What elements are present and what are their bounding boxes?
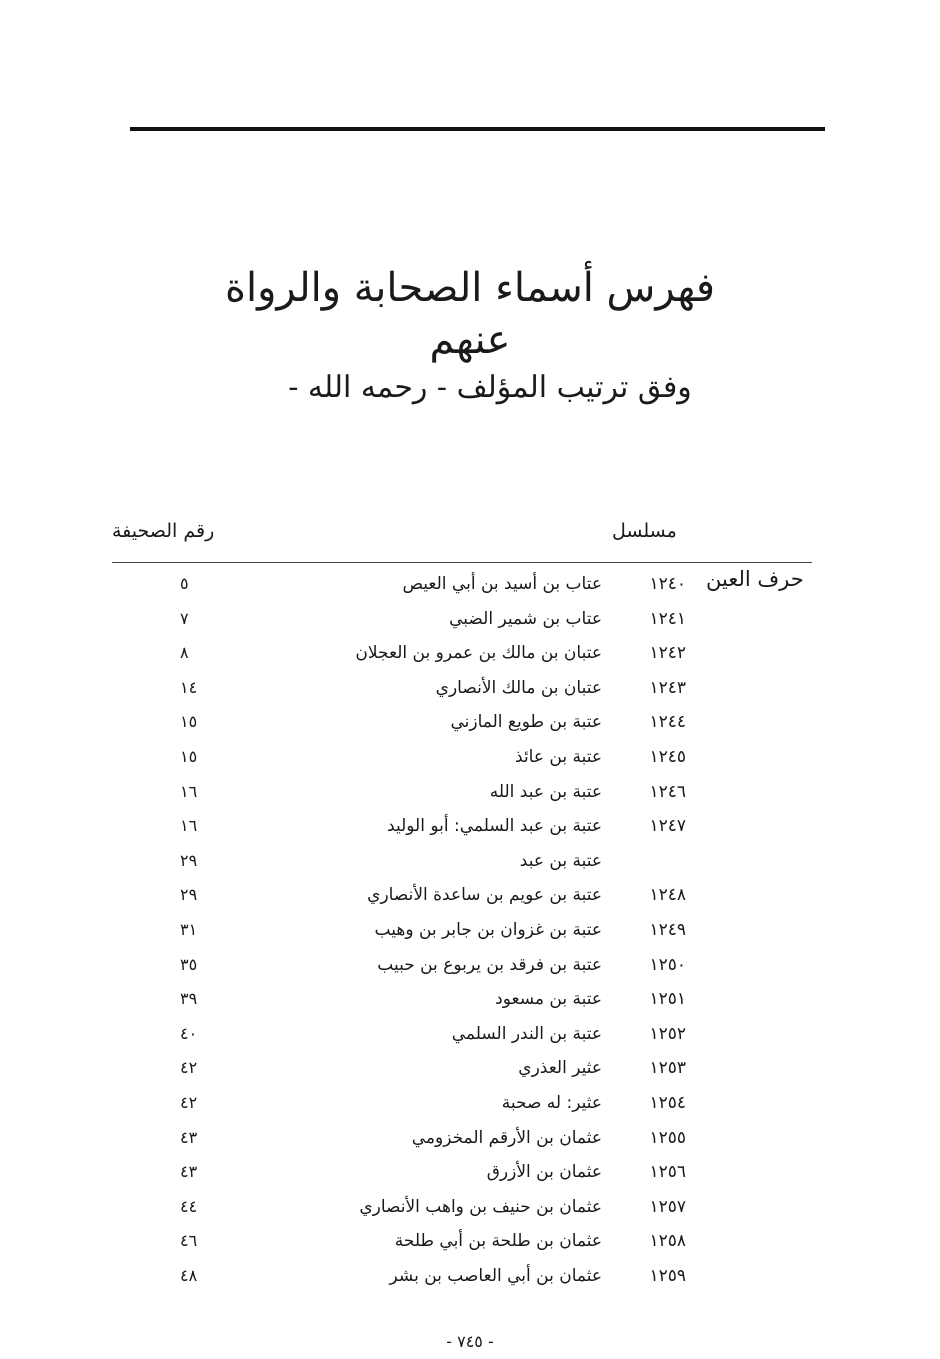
list-item — [0, 812, 940, 847]
serial-number: ١٢٥٠ — [649, 954, 686, 975]
list-item — [0, 605, 940, 640]
narrator-name: عتبان بن مالك الأنصاري — [435, 677, 602, 698]
serial-number: ١٢٥٤ — [649, 1092, 686, 1113]
page-reference: ٤٨ — [180, 1265, 198, 1285]
page-reference: ١٦ — [180, 816, 198, 836]
serial-number: ١٢٥١ — [649, 989, 686, 1010]
narrator-name: عتبة بن مسعود — [495, 989, 602, 1010]
list-item — [0, 1054, 940, 1089]
serial-number: ١٢٤٠ — [649, 574, 686, 594]
narrator-name: عتبة بن الندر السلمي — [451, 1023, 602, 1044]
narrator-name: عتبة بن عبد — [519, 850, 602, 871]
page-reference: ٣٩ — [180, 989, 198, 1009]
serial-number: ١٢٤٨ — [649, 885, 686, 906]
serial-number: ١٢٤٤ — [649, 712, 686, 733]
list-item — [0, 778, 940, 813]
page-reference: ٤٣ — [180, 1127, 198, 1147]
narrator-name: عتبة بن عبد الله — [489, 781, 602, 802]
narrator-name: عتبة بن عبد السلمي: أبو الوليد — [387, 816, 602, 837]
narrator-name: عثير العذري — [518, 1058, 602, 1079]
index-subtitle: وفق ترتيب المؤلف - رحمه الله - — [288, 370, 692, 405]
list-item — [0, 570, 940, 605]
page-number: - ٧٤٥ - — [446, 1332, 494, 1351]
page-reference: ٤٢ — [180, 1058, 198, 1078]
serial-number: ١٢٥٢ — [649, 1023, 686, 1044]
narrator-name: عثمان بن حنيف بن واهب الأنصاري — [359, 1196, 602, 1217]
index-title: فهرس أسماء الصحابة والرواة عنهم — [225, 265, 715, 363]
narrator-name: عثمان بن أبي العاصب بن بشر — [389, 1265, 602, 1286]
narrator-name: عثمان بن الأزرق — [486, 1162, 602, 1183]
page-reference: ٥ — [180, 574, 189, 593]
narrator-name: عثير: له صحبة — [501, 1092, 602, 1113]
page-reference: ٤٤ — [180, 1196, 198, 1216]
page-reference: ١٦ — [180, 781, 198, 801]
serial-number: ١٢٥٩ — [649, 1265, 686, 1286]
page-column-header: رقم الصحيفة — [112, 520, 215, 542]
serial-number: ١٢٥٨ — [649, 1231, 686, 1252]
list-item — [0, 1089, 940, 1124]
list-item — [0, 916, 940, 951]
list-item — [0, 639, 940, 674]
narrator-name: عتاب بن أسيد بن أبي العيص — [402, 574, 602, 594]
narrator-name: عتبان بن مالك بن عمرو بن العجلان — [355, 643, 602, 664]
serial-number: ١٢٥٣ — [649, 1058, 686, 1079]
list-item — [0, 1262, 940, 1297]
page-reference: ٢٩ — [180, 885, 198, 905]
serial-number: ١٢٤٥ — [649, 746, 686, 767]
narrator-name: عتبة بن غزوان بن جابر بن وهيب — [374, 919, 602, 940]
page-reference: ١٥ — [180, 712, 198, 732]
list-item — [0, 1124, 940, 1159]
list-item — [0, 985, 940, 1020]
section-label: حرف العين — [706, 567, 804, 591]
narrator-name: عتبة بن عائذ — [515, 746, 602, 767]
page-reference: ٤٠ — [180, 1023, 198, 1043]
page-reference: ٧ — [180, 608, 189, 628]
index-list — [0, 570, 940, 1296]
serial-number: ١٢٤٧ — [649, 816, 686, 837]
narrator-name: عثمان بن الأرقم المخزومي — [411, 1127, 602, 1148]
serial-number: ١٢٤٢ — [649, 643, 686, 664]
title-block — [200, 262, 740, 410]
serial-number: ١٢٤١ — [649, 608, 686, 629]
list-item — [0, 743, 940, 778]
list-item — [0, 708, 940, 743]
page-reference: ٤٢ — [180, 1092, 198, 1112]
narrator-name: عتبة بن فرقد بن يربوع بن حبيب — [377, 954, 602, 975]
list-item — [0, 1020, 940, 1055]
narrator-name: عتاب بن شمير الضبي — [449, 608, 602, 629]
page-reference: ٤٦ — [180, 1231, 198, 1251]
page-reference: ١٤ — [180, 677, 198, 697]
page-reference: ٣١ — [180, 919, 198, 939]
list-item — [0, 847, 940, 882]
narrator-name: عتبة بن عويم بن ساعدة الأنصاري — [367, 885, 602, 906]
serial-number: ١٢٤٦ — [649, 781, 686, 802]
page-reference: ٨ — [180, 643, 189, 663]
list-item — [0, 951, 940, 986]
serial-number: ١٢٥٦ — [649, 1162, 686, 1183]
serial-number: ١٢٤٩ — [649, 919, 686, 940]
narrator-name: عتبة بن طويع المازني — [450, 712, 602, 733]
list-item — [0, 1158, 940, 1193]
top-rule — [130, 127, 825, 131]
list-item — [0, 1193, 940, 1228]
serial-number: ١٢٥٥ — [649, 1127, 686, 1148]
serial-column-header: مسلسل — [612, 520, 677, 542]
header-rule — [112, 562, 812, 563]
narrator-name: عثمان بن طلحة بن أبي طلحة — [394, 1231, 602, 1252]
list-item — [0, 1227, 940, 1262]
page-reference: ٢٩ — [180, 850, 198, 870]
serial-number: ١٢٥٧ — [649, 1196, 686, 1217]
page-reference: ١٥ — [180, 746, 198, 766]
page-reference: ٣٥ — [180, 954, 198, 974]
page-reference: ٤٣ — [180, 1162, 198, 1182]
serial-number: ١٢٤٣ — [649, 677, 686, 698]
list-item — [0, 674, 940, 709]
list-item — [0, 881, 940, 916]
